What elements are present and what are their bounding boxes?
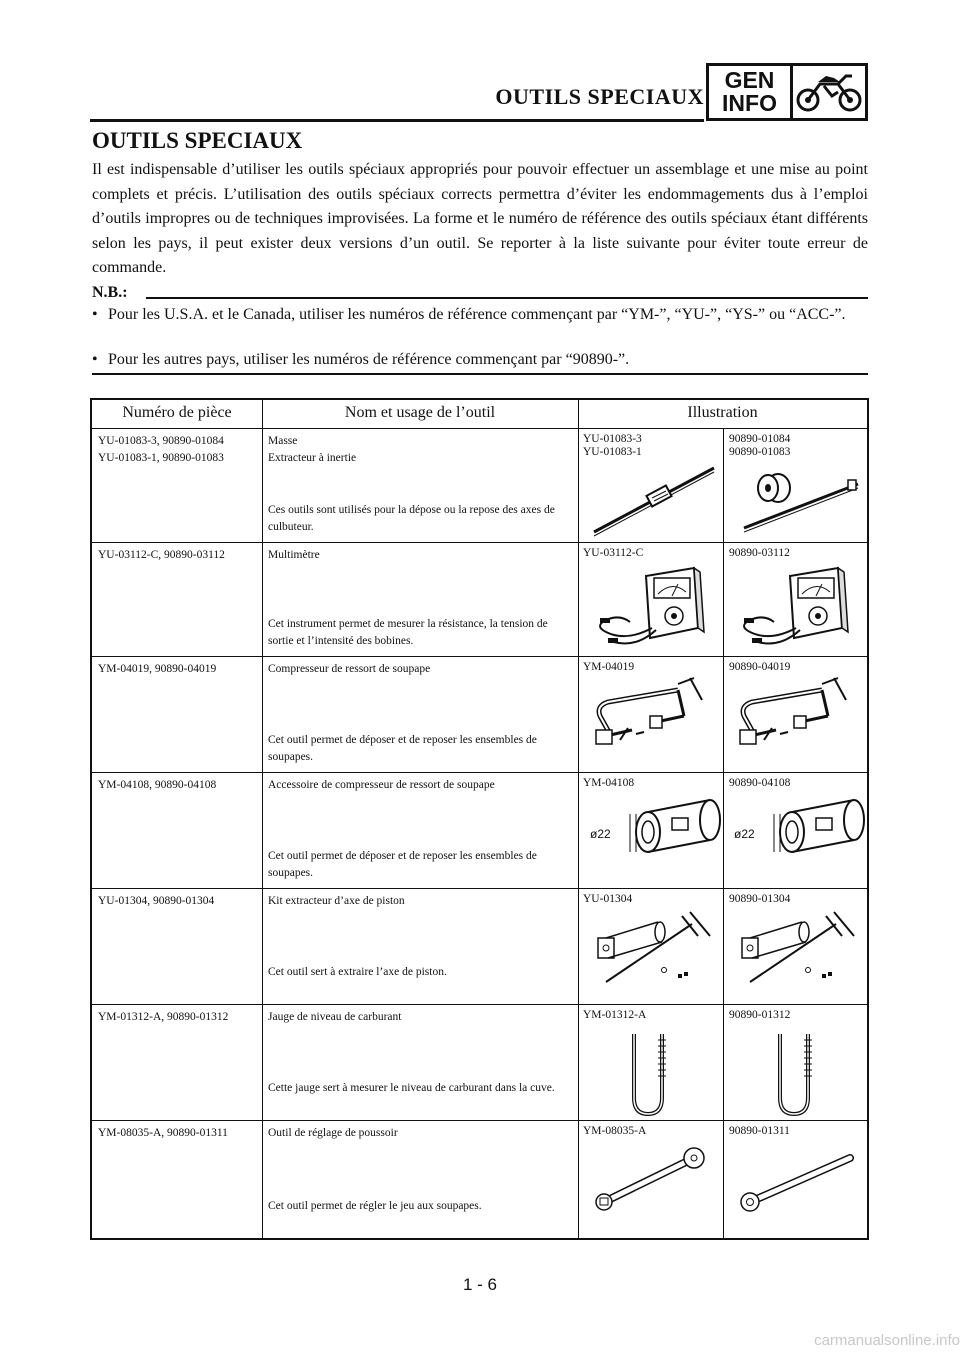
slide-hammer-icon [730, 460, 865, 545]
tool-usage: Cet outil permet de déposer et de reposer les ensembles de soupapes. [268, 734, 537, 763]
tool-name: Kit extracteur d’axe de piston [268, 895, 405, 907]
part-number: YM-04108, 90890-04108 [98, 779, 217, 791]
illustration-label-left: YM-08035-A [583, 1125, 647, 1137]
illustration-label-left: YM-01312-A [583, 1009, 647, 1021]
row-divider [92, 428, 867, 429]
note-label: N.B.: [92, 284, 128, 301]
note-item: • Pour les autres pays, utiliser les numéros de référence commençant par “90890-”. [92, 351, 630, 368]
illustration-label-right: 90890-01311 [729, 1125, 790, 1137]
motorcycle-icon [793, 66, 865, 118]
multimeter-icon [586, 562, 721, 655]
part-number-cell [98, 893, 258, 910]
illustration-label-left: YM-04019 [583, 661, 635, 673]
column-divider [578, 400, 579, 1238]
part-number-cell [98, 1125, 258, 1142]
section-badge [706, 63, 868, 121]
tool-name: Compresseur de ressort de soupape [268, 663, 431, 675]
valve-spring-compressor-icon [730, 676, 870, 759]
illustration-label-right: 90890-03112 [729, 547, 790, 559]
tappet-adjusting-tool-icon [586, 1140, 721, 1225]
tool-name: Multimètre [268, 549, 320, 561]
badge-top: GEN [724, 67, 775, 93]
header-title: OUTILS SPECIAUX [495, 84, 704, 109]
illustration-label-right: 90890-01312 [729, 1009, 791, 1021]
tappet-adjusting-tool-icon [730, 1140, 865, 1225]
part-number: YM-04019, 90890-04019 [98, 663, 217, 675]
part-number: YM-01312-A, 90890-01312 [98, 1011, 229, 1023]
col-header-part: Numéro de pièce [122, 404, 232, 421]
multimeter-icon [730, 562, 865, 655]
part-number-cell [98, 1009, 258, 1026]
column-divider [262, 400, 263, 1238]
special-tools-table [90, 398, 869, 1240]
col-header-illustration: Illustration [687, 404, 758, 421]
illustration-label-right: 90890-01084 90890-01083 [729, 433, 791, 458]
illustration-label-right: 90890-04019 [729, 661, 791, 673]
part-number: YU-03112-C, 90890-03112 [98, 549, 225, 561]
part-number-cell [98, 547, 258, 564]
watermark: carmanualsonline.info [814, 1332, 960, 1349]
badge-text [709, 66, 793, 118]
valve-spring-compressor-icon [586, 676, 726, 759]
part-number: YU-01083-3, 90890-01084 [98, 435, 224, 447]
tool-name-cell [268, 661, 572, 678]
part-number: YU-01083-1, 90890-01083 [98, 452, 224, 464]
tool-name: Accessoire de compresseur de ressort de soupape [268, 779, 495, 791]
svg-text:ø22: ø22 [734, 827, 755, 841]
section-title: OUTILS SPECIAUX [92, 128, 303, 153]
part-number-cell [98, 661, 258, 678]
row-divider [92, 888, 867, 889]
row-divider [92, 1004, 867, 1005]
fuel-level-gauge-icon [768, 1024, 828, 1125]
part-number-cell [98, 777, 258, 794]
tool-name-cell [268, 893, 572, 910]
col-header-name: Nom et usage de l’outil [344, 404, 496, 421]
badge-bottom: INFO [722, 90, 777, 116]
tool-name-cell [268, 433, 572, 467]
illustration-label-left: YM-04108 [583, 777, 635, 789]
part-number: YU-01304, 90890-01304 [98, 895, 215, 907]
tool-name: Outil de réglage de poussoir [268, 1127, 398, 1139]
row-divider [92, 772, 867, 773]
tool-name-cell [268, 1125, 572, 1142]
tool-usage: Cet outil permet de régler le jeu aux soupapes. [268, 1200, 482, 1212]
tool-name-cell [268, 547, 572, 564]
tool-name: Extracteur à inertie [268, 452, 357, 464]
tool-usage: Cet outil sert à extraire l’axe de piston. [268, 966, 447, 978]
tool-name-cell [268, 777, 572, 794]
tool-name: Masse [268, 435, 298, 447]
note-item: • Pour les U.S.A. et le Canada, utiliser les numéros de référence commençant par “YM-”, “YU-”, “YS-” ou “ACC-”. [92, 306, 846, 323]
part-number-cell [98, 433, 258, 467]
piston-pin-puller-icon [586, 908, 726, 997]
tool-usage: Cet outil permet de déposer et de reposer les ensembles de soupapes. [268, 850, 537, 879]
header-rule [90, 119, 704, 122]
note-bottom-rule [92, 373, 868, 375]
piston-pin-puller-icon [730, 908, 870, 997]
svg-text:ø22: ø22 [590, 827, 611, 841]
illustration-label-left: YU-01083-3 YU-01083-1 [583, 433, 642, 458]
slide-hammer-icon [586, 460, 721, 545]
illustration-label-left: YU-03112-C [583, 547, 644, 559]
tool-usage: Cet instrument permet de mesurer la résistance, la tension de sortie et l’intensité des bobines. [268, 618, 548, 647]
tool-name-cell [268, 1009, 572, 1026]
note-rule [146, 297, 868, 299]
illustration-label-right: 90890-04108 [729, 777, 791, 789]
illustration-label-right: 90890-01304 [729, 893, 791, 905]
tool-name: Jauge de niveau de carburant [268, 1011, 402, 1023]
part-number: YM-08035-A, 90890-01311 [98, 1127, 228, 1139]
fuel-level-gauge-icon [622, 1024, 682, 1125]
compressor-attachment-icon [586, 792, 726, 867]
intro-paragraph: Il est indispensable d’utiliser les outils spéciaux appropriés pour pouvoir effectuer un assemblage et une mise au point complets et précis. L’utilisation des outils spéciaux corrects permettra d’éviter les endommagements dus à l’emploi d’outils impropres ou de techniques improvisées. La forme et le numéro de référence des outils spéciaux étant différents selon les pays, il peut exister deux versions d’un outil. Se reporter à la liste suivante pour éviter toute erreur de commande. [92, 161, 868, 276]
row-divider [92, 1120, 867, 1121]
tool-usage: Cette jauge sert à mesurer le niveau de carburant dans la cuve. [268, 1082, 555, 1094]
page-number: 1 - 6 [462, 1275, 498, 1294]
row-divider [92, 656, 867, 657]
compressor-attachment-icon [730, 792, 870, 867]
tool-usage: Ces outils sont utilisés pour la dépose ou la repose des axes de culbuteur. [268, 504, 555, 533]
illustration-label-left: YU-01304 [583, 893, 633, 905]
